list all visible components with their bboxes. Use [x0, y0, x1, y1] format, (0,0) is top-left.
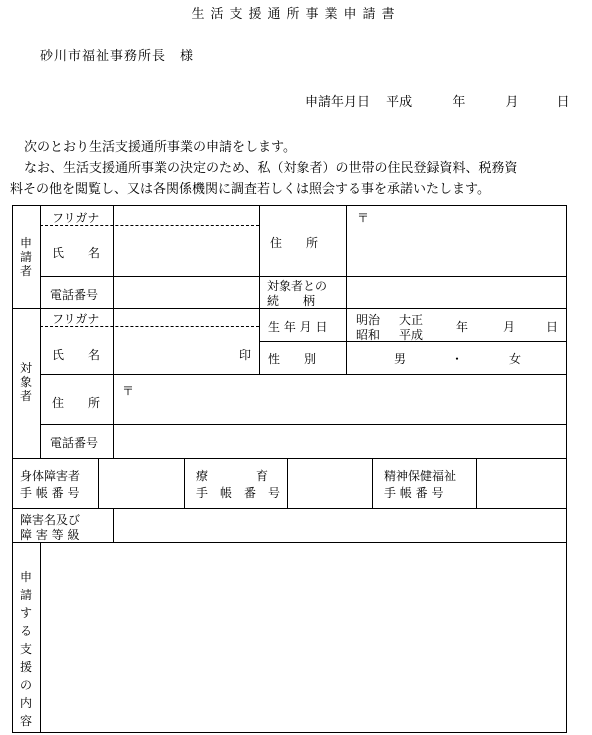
disability-line — [113, 508, 114, 542]
mental-handbook-label-1: 精神保健福祉 — [384, 469, 457, 483]
subject-phone-label: 電話番号 — [50, 436, 99, 450]
divider-disability-bottom — [12, 542, 567, 543]
birth-month: 月 — [503, 320, 516, 334]
applicant-address-label: 住 所 — [270, 236, 319, 250]
support-content-label: 申 請 す る 支 援 の 内 容 — [19, 570, 32, 728]
handbook-line-1 — [98, 458, 99, 508]
applicant-name-label: 氏 名 — [52, 246, 101, 260]
subject-phone-top — [40, 424, 567, 425]
subject-name-label: 氏 名 — [52, 348, 101, 362]
date-era: 平成 — [386, 95, 413, 110]
handbook-line-3 — [287, 458, 288, 508]
subject-furigana-label: フリガナ — [52, 312, 100, 326]
subject-address-label: 住 所 — [52, 396, 101, 410]
applicant-section-line — [40, 205, 41, 308]
subject-seal-mark: 印 — [239, 348, 252, 362]
physical-handbook-label-1: 身体障害者 — [20, 469, 81, 483]
applicant-postal-mark: 〒 — [357, 211, 370, 225]
era-taisho: 大正 — [399, 313, 424, 327]
date-day: 日 — [556, 95, 570, 110]
date-year: 年 — [452, 95, 466, 110]
applicant-right-label-line — [346, 205, 347, 308]
handbook-line-5 — [476, 458, 477, 508]
subject-postal-mark: 〒 — [122, 384, 135, 398]
era-meiji: 明治 — [356, 313, 381, 327]
disability-label-1: 障害名及び — [20, 513, 81, 527]
addressee: 砂川市福祉事務所長 様 — [40, 49, 195, 64]
applicant-relation-label-2: 続 柄 — [267, 294, 316, 308]
applicant-mid-line — [259, 205, 260, 308]
mental-handbook-label-2: 手 帳 番 号 — [384, 486, 444, 500]
applicant-relation-label-1: 対象者との — [267, 279, 328, 293]
subject-section-label: 対 象 者 — [19, 361, 32, 403]
application-date — [305, 91, 570, 110]
applicant-furigana-label: フリガナ — [52, 211, 100, 225]
era-heisei: 平成 — [399, 328, 424, 342]
handbook-line-2 — [184, 458, 185, 508]
divider-handbook-bottom — [12, 508, 567, 509]
subject-gender-label: 性 別 — [268, 352, 317, 366]
form-title: 生活支援通所事業申請書 — [191, 7, 401, 22]
subject-section-line — [40, 308, 41, 458]
gender-separator: ・ — [451, 352, 464, 366]
era-showa: 昭和 — [356, 328, 381, 342]
gender-male: 男 — [394, 352, 407, 366]
handbook-line-4 — [372, 458, 373, 508]
intro-line-1: 次のとおり生活支援通所事業の申請をします。 — [24, 140, 296, 155]
ryoiku-handbook-label-1: 療 育 — [196, 469, 269, 483]
intro-line-2: なお、生活支援通所事業の決定のため、私（対象者）の世帯の住民登録資料、税務資 — [24, 161, 518, 176]
gender-female: 女 — [509, 352, 522, 366]
applicant-section-label: 申 請 者 — [19, 236, 32, 278]
disability-label-2: 障 害 等 級 — [20, 528, 80, 542]
ryoiku-handbook-label-2: 手 帳 番 号 — [196, 486, 281, 500]
applicant-phone-label: 電話番号 — [50, 288, 99, 302]
intro-line-3: 料その他を閲覧し、又は各関係機関に調査若しくは照会する事を承諾いたします。 — [10, 182, 490, 197]
support-line — [40, 542, 41, 733]
subject-label-col-line — [113, 308, 114, 458]
birth-day: 日 — [546, 320, 559, 334]
divider-subject-bottom — [12, 458, 567, 459]
subject-address-top — [40, 374, 567, 375]
subject-birth-label: 生 年 月 日 — [268, 320, 328, 334]
physical-handbook-label-2: 手 帳 番 号 — [20, 486, 80, 500]
date-month: 月 — [505, 95, 519, 110]
applicant-label-col-line — [113, 205, 114, 308]
birth-year: 年 — [456, 320, 469, 334]
date-label: 申請年月日 — [305, 95, 371, 110]
